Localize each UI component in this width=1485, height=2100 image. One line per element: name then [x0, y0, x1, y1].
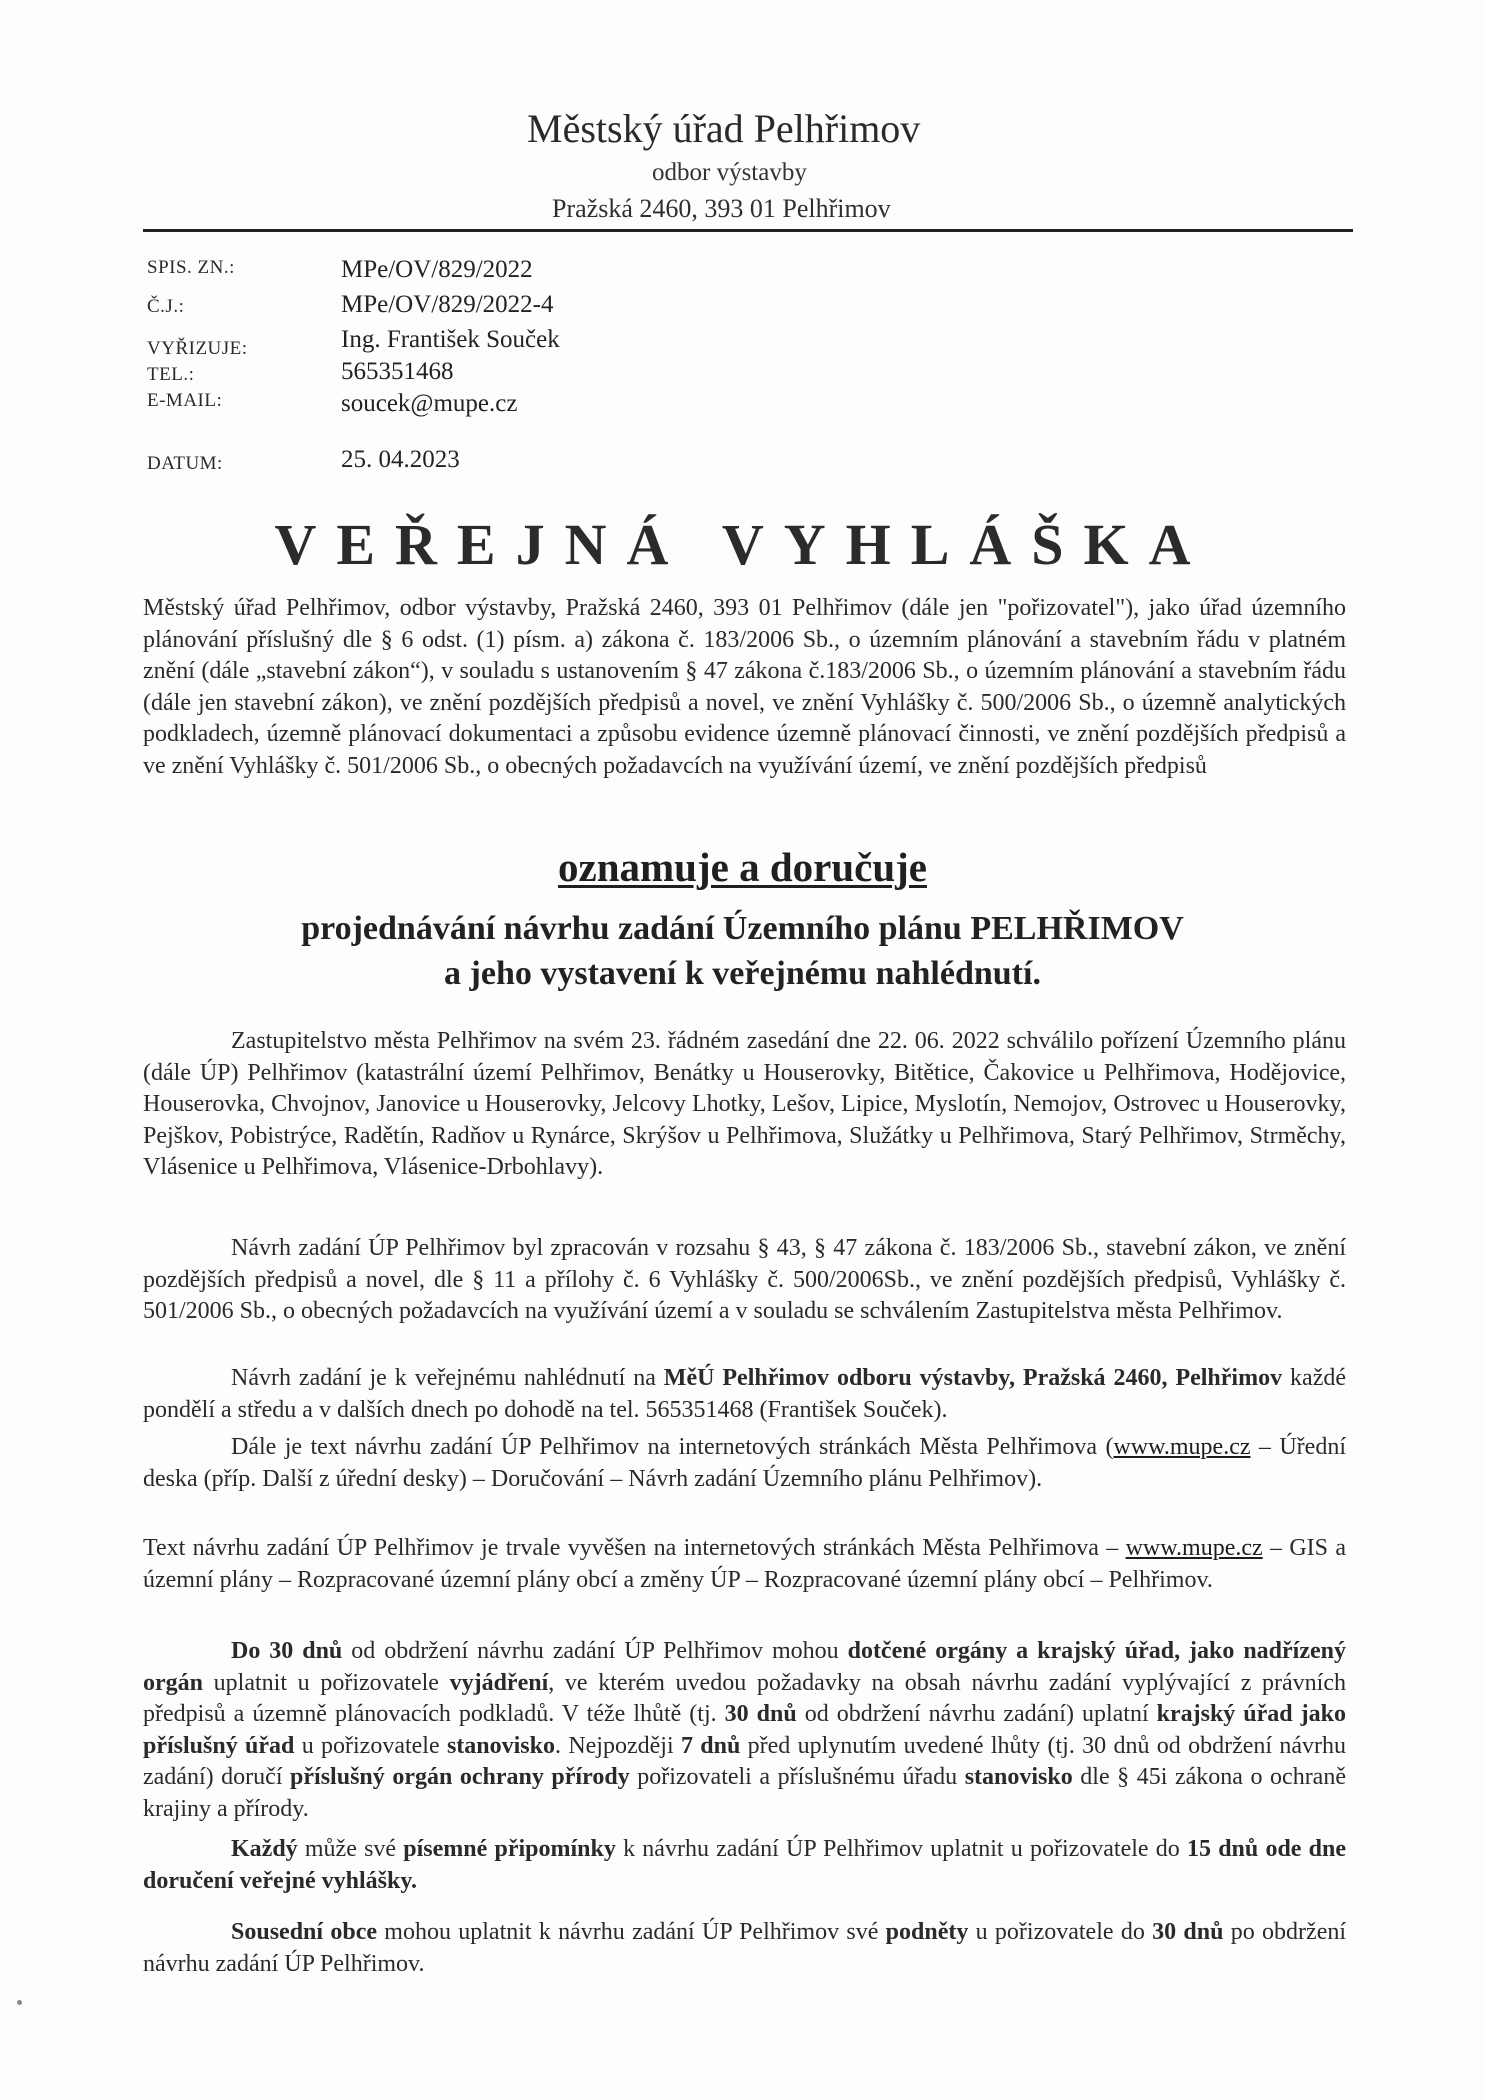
date-value: 25. 04.2023 [341, 446, 460, 473]
header-divider [143, 229, 1353, 232]
gis-text: Text návrhu zadání ÚP Pelhřimov je trvale vyvěšen na internetových stránkách Města Pelhřimova – [143, 1535, 1126, 1561]
scan-speck [17, 2000, 22, 2005]
neighbours-deadline: 30 dnů [1152, 1919, 1224, 1945]
deadline-text-1: od obdržení návrhu zadání ÚP Pelhřimov mohou [342, 1638, 848, 1664]
subject-heading [0, 906, 1485, 996]
opinion-term-2: stanovisko [964, 1764, 1073, 1790]
subject-line-1: projednávání návrhu zadání Územního plánu PELHŘIMOV [301, 910, 1184, 947]
paragraph-neighbouring-municipalities [143, 1917, 1346, 1980]
written-comments-term: písemné připomínky [403, 1836, 616, 1862]
phone-value: 565351468 [341, 358, 454, 385]
email-value: soucek@mupe.cz [341, 390, 518, 417]
regional-authority: krajský úřad jako příslušný úřad [143, 1701, 1347, 1759]
nature-protection-authority: příslušný orgán ochrany přírody [290, 1764, 630, 1790]
deadline-text-4: od obdržení návrhu zadání) uplatní [796, 1701, 1157, 1727]
file-number-label: SPIS. ZN.: [147, 257, 235, 278]
intro-paragraph: Městský úřad Pelhřimov, odbor výstavby, Pražská 2460, 393 01 Pelhřimov (dále jen "pořizovatel"), jako úřad územního plánování příslušný dle § 6 odst. (1) písm. a) zákona č. 183/2006 Sb., o územním plánování a stavebním řádu v platném znění (dále „stavební zákon“), v souladu s ustanovením § 47 zákona č.183/2006 Sb., o územním plánování a stavebním řádu (dále jen stavební zákon), ve znění pozdějších předpisů a novel, ve znění Vyhlášky č. 500/2006 Sb., o územně analytických podkladech, územně plánovací dokumentaci a způsobu evidence územně plánovací činnosti, ve znění pozdějších předpisů a ve znění Vyhlášky č. 501/2006 Sb., o obecných požadavcích na využívání území, ve znění pozdějších předpisů [143, 595, 1346, 779]
paragraph-website [143, 1432, 1346, 1495]
comments-text-2: k návrhu zadání ÚP Pelhřimov uplatnit u pořizovatele do [615, 1836, 1187, 1862]
everyone-term: Každý [231, 1836, 298, 1862]
neighbours-text-1: mohou uplatnit k návrhu zadání ÚP Pelhřimov své [377, 1919, 886, 1945]
deadline-30-days: Do 30 dnů [231, 1638, 343, 1664]
paragraph-gis [143, 1533, 1346, 1596]
paragraph-deadlines [143, 1636, 1346, 1825]
email-label: E-MAIL: [147, 390, 223, 411]
opinion-term: stanovisko [446, 1732, 555, 1759]
date-label: DATUM: [147, 453, 223, 474]
reference-number-label: Č.J.: [147, 296, 185, 317]
website-link[interactable]: www.mupe.cz [1113, 1434, 1251, 1460]
deadline-text-6: . Nejpozději [555, 1732, 681, 1759]
deadline-text-9: dle § 45i zákona o ochraně krajiny a přírody. [143, 1764, 1346, 1822]
neighbours-text-2: u pořizovatele do [968, 1919, 1153, 1945]
deadline-text-7: před uplynutím uvedené lhůty (tj. 30 dnů od obdržení návrhu zadání) doručí [143, 1732, 1347, 1790]
inspection-text: Návrh zadání je k veřejnému nahlédnutí na [231, 1365, 664, 1391]
gis-link[interactable]: www.mupe.cz [1125, 1535, 1263, 1561]
paragraph-inspection [143, 1363, 1346, 1426]
deadline-text-3: , ve kterém uvedou požadavky na obsah návrhu zadání vyplývající z právních předpisů a územně plánovacích podkladů. V téže lhůtě (tj. [143, 1669, 1346, 1727]
reference-number-value: MPe/OV/829/2022-4 [341, 291, 554, 318]
neighbouring-municipalities-term: Sousední obce [231, 1919, 377, 1945]
statement-term: vyjádření [449, 1669, 549, 1696]
comments-text-1: může své [297, 1836, 404, 1862]
office-name: Městský úřad Pelhřimov [527, 106, 921, 151]
phone-label: TEL.: [147, 364, 195, 385]
paragraph-public-comments [143, 1834, 1346, 1897]
website-path: – Úřední deska (příp. Další z úřední desky) – Doručování – Návrh zadání Územního plánu Pelhřimov). [143, 1434, 1346, 1492]
office-address: Pražská 2460, 393 01 Pelhřimov [552, 194, 891, 223]
affected-authorities: dotčené orgány a krajský úřad, jako nadřízený orgán [143, 1638, 1346, 1696]
subject-line-2: a jeho vystavení k veřejnému nahlédnutí. [444, 955, 1041, 992]
handled-by-label: VYŘIZUJE: [147, 338, 248, 359]
document-title: VEŘEJNÁ VYHLÁŠKA [274, 512, 1211, 577]
gis-path: – GIS a územní plány – Rozpracované územní plány obcí a změny ÚP – Rozpracované územní plány obcí – Pelhřimov. [143, 1535, 1347, 1593]
comments-deadline: 15 dnů ode dne doručení veřejné vyhlášky. [143, 1836, 1347, 1894]
announcement-heading: oznamuje a doručuje [558, 844, 927, 890]
deadline-30-days-2: 30 dnů [724, 1701, 797, 1727]
department-name: odbor výstavby [652, 159, 807, 186]
inspection-hours: každé pondělí a středu a v dalších dnech po dohodě na tel. 565351468 (František Souček). [143, 1365, 1346, 1423]
deadline-text-5: u pořizovatele [294, 1732, 447, 1759]
inspection-location: MěÚ Pelhřimov odboru výstavby, Pražská 2460, Pelhřimov [663, 1365, 1283, 1391]
paragraph-draft-scope: Návrh zadání ÚP Pelhřimov byl zpracován v rozsahu § 43, § 47 zákona č. 183/2006 Sb., stavební zákon, ve znění pozdějších předpisů a novel, dle § 11 a přílohy č. 6 Vyhlášky č. 500/2006Sb., ve znění pozdějších předpisů, Vyhlášky č. 501/2006 Sb., o obecných požadavcích na využívání území a v souladu se schválením Zastupitelstva města Pelhřimov. [143, 1235, 1346, 1324]
file-number-value: MPe/OV/829/2022 [341, 256, 533, 283]
website-text: Dále je text návrhu zadání ÚP Pelhřimov na internetových stránkách Města Pelhřimova ( [231, 1434, 1114, 1460]
paragraph-approval: Zastupitelstvo města Pelhřimov na svém 23. řádném zasedání dne 22. 06. 2022 schválilo pořízení Územního plánu (dále ÚP) Pelhřimov (katastrální území Pelhřimov, Benátky u Houserovky, Bitětice, Čakovice u Pelhřimova, Hodějovice, Houserovka, Chvojnov, Janovice u Houserovky, Jelcovy Lhotky, Lešov, Lipice, Myslotín, Nemojov, Ostrovec u Houserovky, Pejškov, Pobistrýce, Radětín, Radňov u Rynárce, Skrýšov u Pelhřimova, Služátky u Pelhřimova, Starý Pelhřimov, Strměchy, Vlásenice u Pelhřimova, Vlásenice-Drbohlavy). [143, 1028, 1346, 1180]
deadline-7-days: 7 dnů [680, 1732, 741, 1759]
deadline-text-8: pořizovateli a příslušnému úřadu [629, 1764, 965, 1790]
deadline-text-2: uplatnit u pořizovatele [203, 1669, 450, 1696]
handled-by-value: Ing. František Souček [341, 326, 560, 353]
neighbours-text-3: po obdržení návrhu zadání ÚP Pelhřimov. [143, 1919, 1347, 1977]
suggestions-term: podněty [885, 1919, 969, 1945]
